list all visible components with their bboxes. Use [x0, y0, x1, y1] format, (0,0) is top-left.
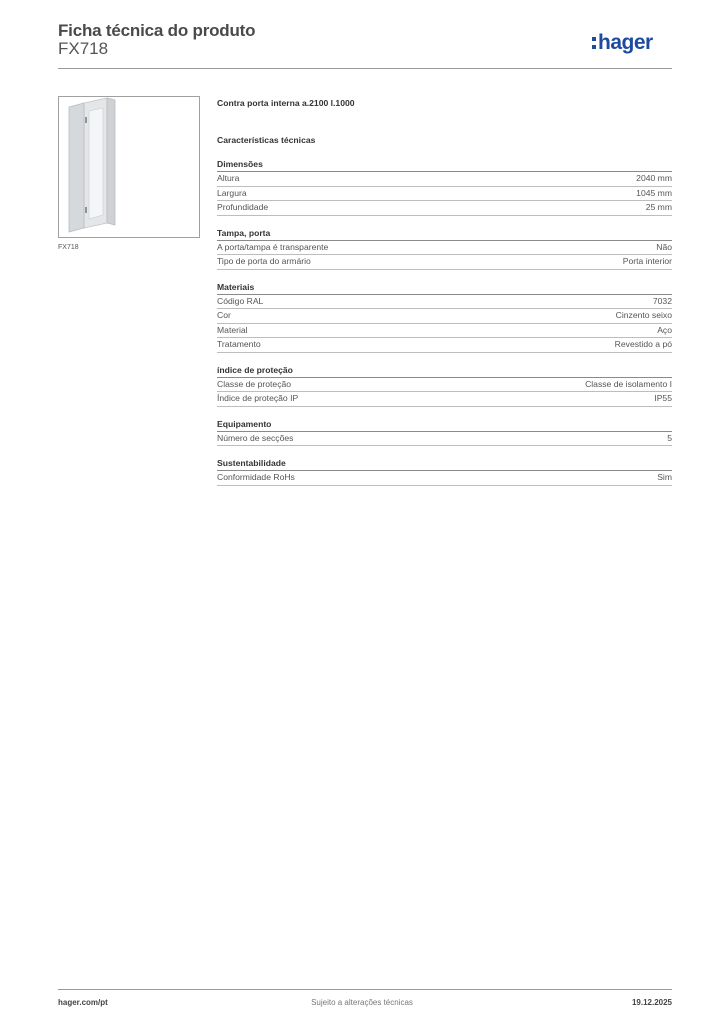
spec-label: Classe de proteção [217, 378, 292, 389]
spec-value: 25 mm [645, 202, 672, 212]
spec-row [217, 432, 672, 447]
header-divider [58, 68, 672, 69]
footer-website-link[interactable]: hager.com/pt [58, 998, 108, 1007]
spec-value: Revestido a pó [614, 339, 672, 349]
spec-row [217, 295, 672, 310]
spec-label: Número de secções [217, 432, 294, 443]
spec-row [217, 201, 672, 216]
cabinet-door-illustration [59, 97, 199, 237]
spec-group [217, 227, 672, 270]
spec-label: Cor [217, 310, 231, 320]
spec-label: Largura [217, 187, 247, 198]
footer-notice: Sujeito a alterações técnicas [311, 998, 413, 1007]
spec-value: Aço [657, 324, 672, 335]
spec-value: 2040 mm [636, 173, 672, 183]
spec-group-title: Dimensões [217, 158, 672, 172]
spec-label: Índice de proteção IP [217, 393, 299, 403]
footer-divider [58, 989, 672, 990]
spec-group [217, 281, 672, 353]
spec-row [217, 172, 672, 187]
spec-label: Profundidade [217, 202, 269, 212]
spec-label: A porta/tampa é transparente [217, 241, 329, 252]
hager-logo [590, 28, 674, 58]
spec-value: 5 [667, 432, 672, 443]
spec-row [217, 309, 672, 324]
spec-value: 1045 mm [636, 187, 672, 198]
spec-label: Tipo de porta do armário [217, 256, 311, 266]
spec-label: Código RAL [217, 295, 264, 306]
spec-row [217, 392, 672, 407]
spec-value: IP55 [654, 393, 672, 403]
spec-label: Altura [217, 173, 240, 183]
footer-date: 19.12.2025 [631, 998, 672, 1007]
spec-group-title: Sustentabilidade [217, 457, 672, 471]
spec-row [217, 378, 672, 393]
spec-content [217, 96, 672, 486]
spec-group [217, 158, 672, 216]
spec-group [217, 364, 672, 407]
spec-group-title: Materiais [217, 281, 672, 295]
document-title: Ficha técnica do produto [58, 21, 256, 40]
spec-value: Porta interior [622, 256, 672, 266]
svg-text:hager: hager [598, 31, 653, 54]
spec-group [217, 457, 672, 486]
spec-label: Tratamento [217, 339, 261, 349]
spec-label: Material [217, 324, 248, 335]
spec-row [217, 338, 672, 353]
spec-row [217, 471, 672, 486]
specs-heading: Características técnicas [217, 135, 316, 145]
spec-row [217, 255, 672, 270]
spec-group [217, 418, 672, 447]
spec-value: Classe de isolamento I [585, 378, 672, 389]
spec-group-title: Tampa, porta [217, 227, 672, 241]
product-image [58, 96, 200, 238]
spec-row [217, 324, 672, 339]
spec-value: Sim [657, 472, 672, 482]
product-code: FX718 [58, 39, 109, 58]
spec-value: 7032 [652, 295, 672, 306]
spec-label: Conformidade RoHs [217, 472, 295, 482]
spec-row [217, 241, 672, 256]
spec-groups [217, 158, 672, 486]
spec-group-title: Equipamento [217, 418, 672, 432]
spec-row [217, 187, 672, 202]
spec-value: Não [656, 241, 672, 252]
image-caption: FX718 [58, 244, 79, 251]
spec-group-title: índice de proteção [217, 364, 672, 378]
product-description: Contra porta interna a.2100 l.1000 [217, 98, 355, 108]
spec-value: Cinzento seixo [615, 310, 672, 320]
